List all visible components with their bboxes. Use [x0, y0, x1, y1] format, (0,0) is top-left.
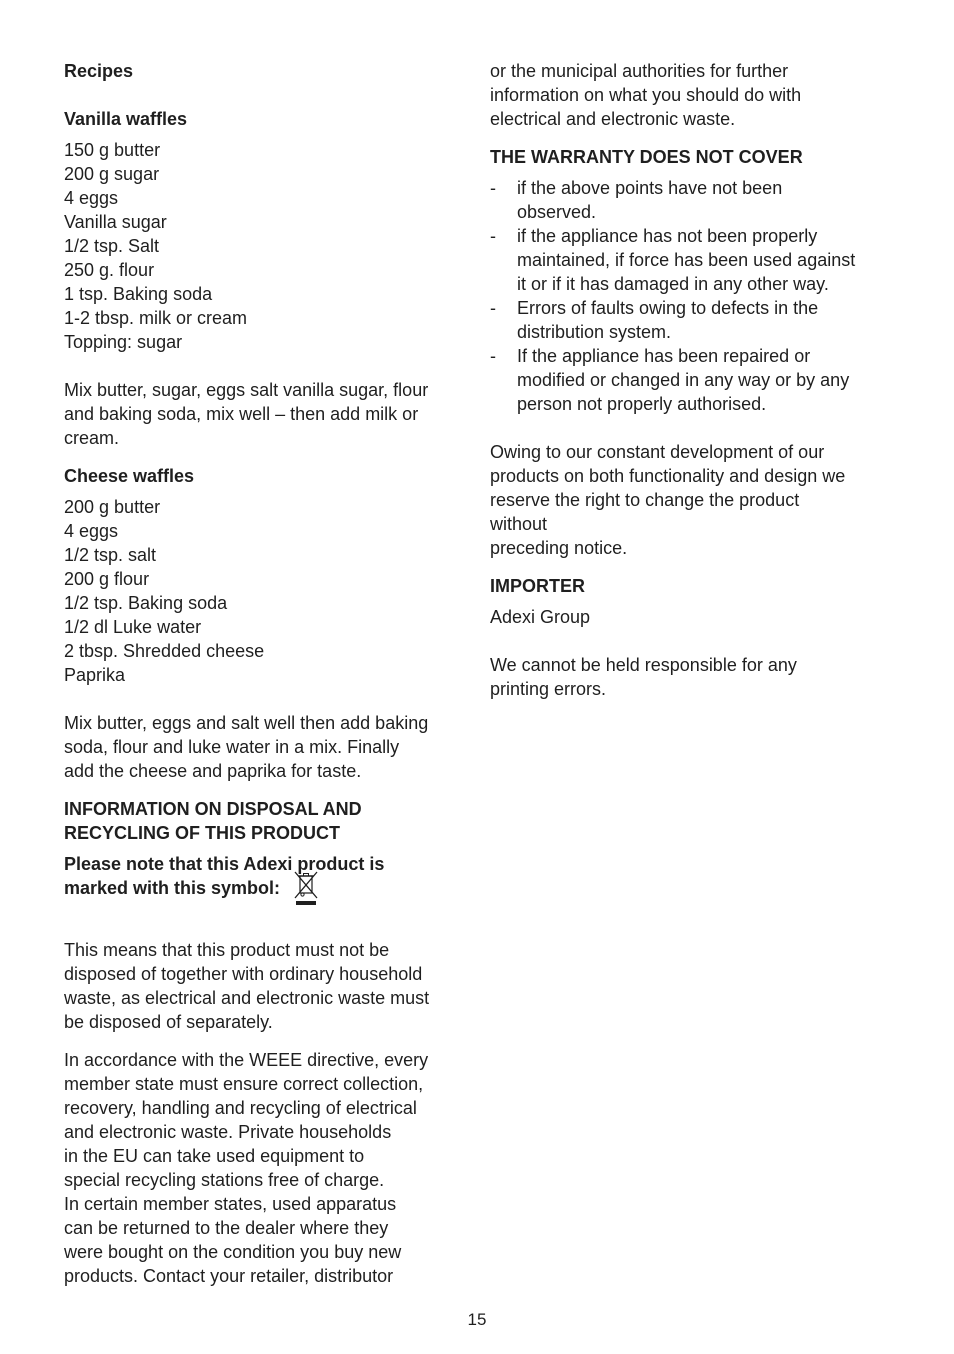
paragraph-line: were bought on the condition you buy new [64, 1242, 402, 1262]
note-line: marked with this symbol: [64, 878, 281, 898]
list-item [490, 296, 900, 344]
cheese-waffles-heading: Cheese waffles [64, 466, 195, 486]
disposal-continuation-paragraph [490, 59, 900, 131]
ingredient: Vanilla sugar [64, 212, 167, 232]
paragraph-line: or the municipal authorities for further [490, 61, 789, 81]
paragraph-line: products. Contact your retailer, distributor [64, 1266, 394, 1286]
vanilla-waffles-heading: Vanilla waffles [64, 109, 188, 129]
warranty-heading: THE WARRANTY DOES NOT COVER [490, 147, 803, 167]
paragraph-line: printing errors. [490, 679, 607, 699]
paragraph-line: disposed of together with ordinary household [64, 964, 423, 984]
symbol-note [64, 852, 474, 914]
ingredient: 1/2 dl Luke water [64, 617, 202, 637]
item-line: modified or changed in any way or by any [517, 370, 850, 390]
list-item [490, 224, 900, 296]
ingredient: 200 g flour [64, 569, 150, 589]
method-line: add the cheese and paprika for taste. [64, 761, 362, 781]
paragraph-line: reserve the right to change the product [490, 490, 800, 510]
left-column [64, 59, 474, 1288]
ingredient: 4 eggs [64, 188, 119, 208]
paragraph-line: In certain member states, used apparatus [64, 1194, 397, 1214]
item-line: observed. [517, 202, 597, 222]
vanilla-method-paragraph [64, 378, 474, 450]
crossed-out-wheelie-bin-icon [292, 870, 320, 908]
item-line: if the above points have not been [517, 178, 783, 198]
note-line: Please note that this Adexi product is [64, 854, 385, 874]
ingredient: 2 tbsp. Shredded cheese [64, 641, 265, 661]
ingredient: 200 g sugar [64, 164, 160, 184]
paragraph-line: and electronic waste. Private households [64, 1122, 392, 1142]
paragraph-line: waste, as electrical and electronic waste must [64, 988, 430, 1008]
heading-line: RECYCLING OF THIS PRODUCT [64, 823, 341, 843]
vanilla-ingredients-list [64, 138, 474, 354]
list-item [490, 344, 900, 416]
ingredient: 150 g butter [64, 140, 161, 160]
ingredient: Topping: sugar [64, 332, 183, 352]
item-line: person not properly authorised. [517, 394, 767, 414]
paragraph-line: be disposed of separately. [64, 1012, 273, 1032]
disposal-heading [64, 797, 474, 845]
importer-heading: IMPORTER [490, 576, 586, 596]
cheese-method-paragraph [64, 711, 474, 783]
paragraph-line: special recycling stations free of charge. [64, 1170, 385, 1190]
paragraph-line: information on what you should do with [490, 85, 802, 105]
cheese-ingredients-list [64, 495, 474, 687]
ingredient: 200 g butter [64, 497, 161, 517]
ingredient: 1/2 tsp. salt [64, 545, 157, 565]
ingredient: 1/2 tsp. Baking soda [64, 593, 228, 613]
ingredient: 4 eggs [64, 521, 119, 541]
item-line: If the appliance has been repaired or [517, 346, 811, 366]
warranty-list [490, 176, 900, 416]
item-line: distribution system. [517, 322, 672, 342]
page-number: 15 [467, 1310, 487, 1329]
method-line: soda, flour and luke water in a mix. Finally [64, 737, 400, 757]
right-column [490, 59, 900, 701]
disposal-paragraph-2 [64, 1048, 474, 1288]
item-line: it or if it has damaged in any other way. [517, 274, 829, 294]
item-line: maintained, if force has been used against [517, 250, 856, 270]
ingredient: 250 g. flour [64, 260, 155, 280]
note-line-with-symbol [64, 876, 474, 914]
item-line: if the appliance has not been properly [517, 226, 818, 246]
paragraph-line: in the EU can take used equipment to [64, 1146, 365, 1166]
development-paragraph [490, 440, 900, 560]
paragraph-line: preceding notice. [490, 538, 628, 558]
ingredient: Paprika [64, 665, 126, 685]
paragraph-line: without [490, 514, 548, 534]
list-item [490, 176, 900, 224]
paragraph-line: In accordance with the WEEE directive, every [64, 1050, 429, 1070]
paragraph-line: This means that this product must not be [64, 940, 390, 960]
method-line: Mix butter, sugar, eggs salt vanilla sugar, flour [64, 380, 429, 400]
paragraph-line: recovery, handling and recycling of electrical [64, 1098, 417, 1118]
method-line: cream. [64, 428, 120, 448]
paragraph-line: electrical and electronic waste. [490, 109, 736, 129]
dash-bullet: - [490, 346, 496, 366]
recipes-heading: Recipes [64, 61, 134, 81]
paragraph-line: member state must ensure correct collection, [64, 1074, 424, 1094]
heading-line: INFORMATION ON DISPOSAL AND [64, 799, 362, 819]
disclaimer-paragraph [490, 653, 900, 701]
paragraph-line: Owing to our constant development of our [490, 442, 825, 462]
ingredient: 1 tsp. Baking soda [64, 284, 213, 304]
importer-name: Adexi Group [490, 607, 591, 627]
dash-bullet: - [490, 298, 496, 318]
paragraph-line: products on both functionality and design we [490, 466, 846, 486]
paragraph-line: We cannot be held responsible for any [490, 655, 797, 675]
dash-bullet: - [490, 178, 496, 198]
disposal-paragraph-1 [64, 938, 474, 1034]
dash-bullet: - [490, 226, 496, 246]
method-line: Mix butter, eggs and salt well then add baking [64, 713, 429, 733]
paragraph-line: can be returned to the dealer where they [64, 1218, 389, 1238]
method-line: and baking soda, mix well – then add milk or [64, 404, 419, 424]
ingredient: 1/2 tsp. Salt [64, 236, 160, 256]
item-line: Errors of faults owing to defects in the [517, 298, 819, 318]
ingredient: 1-2 tbsp. milk or cream [64, 308, 248, 328]
